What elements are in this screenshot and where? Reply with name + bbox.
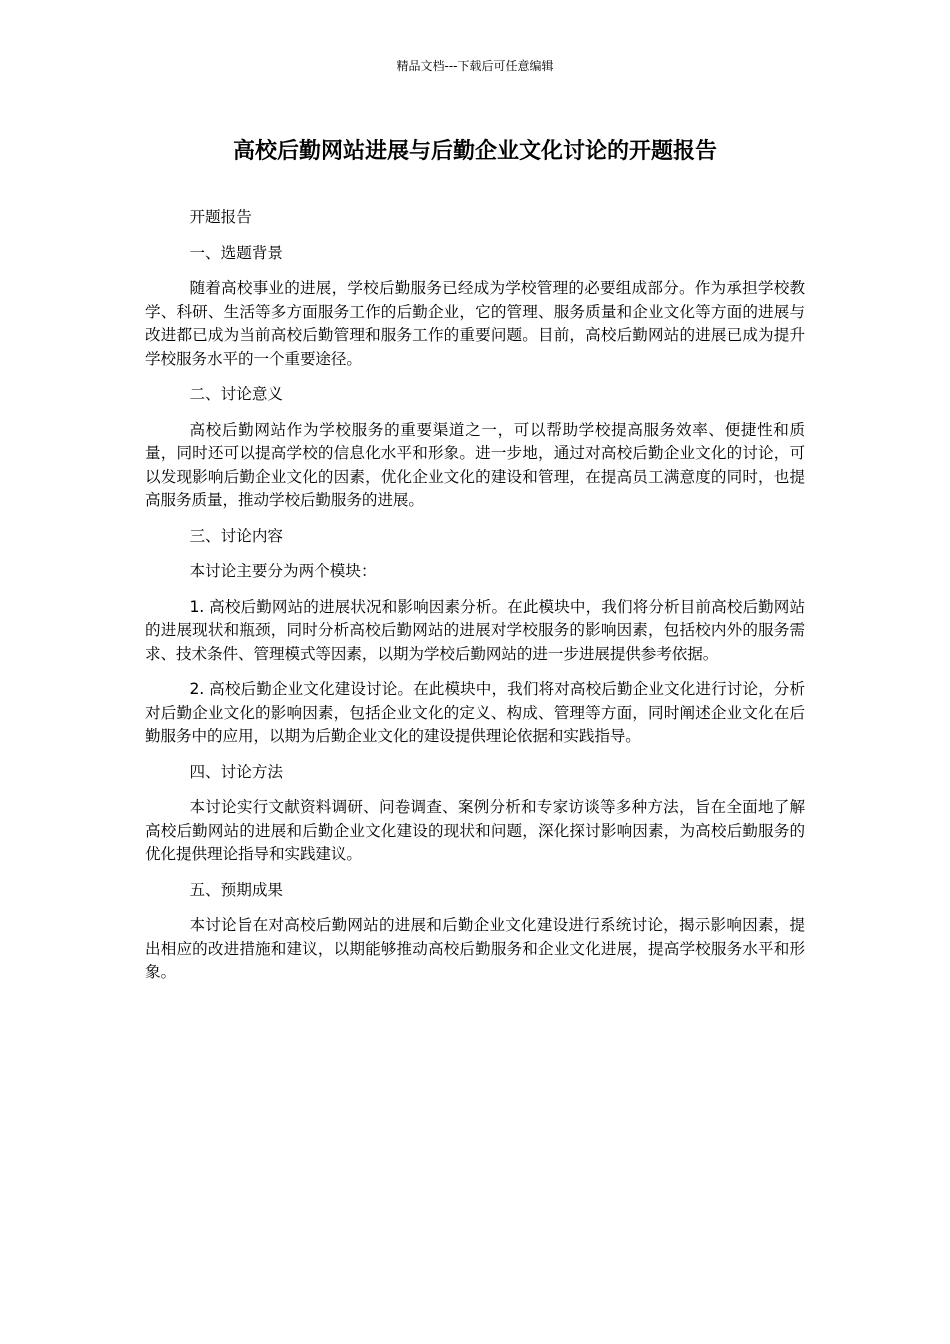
heading-methods: 四、讨论方法 [189, 762, 284, 781]
paragraph-methods: 本讨论实行文献资料调研、问卷调查、案例分析和专家访谈等多种方法，旨在全面地了解高校后勤网站的进展和后勤企业文化建设的现状和问题，深化探讨影响因素，为高校后勤服务的优化提供理论指导和实践建议。 [145, 798, 805, 863]
paragraph-expected-results: 本讨论旨在对高校后勤网站的进展和后勤企业文化建设进行系统讨论，揭示影响因素，提出相应的改进措施和建议，以期能够推动高校后勤服务和企业文化进展，提高学校服务水平和形象。 [145, 916, 805, 981]
paragraph-background: 随着高校事业的进展，学校后勤服务已经成为学校管理的必要组成部分。作为承担学校教学、科研、生活等多方面服务工作的后勤企业，它的管理、服务质量和企业文化等方面的进展与改进都已成为当前高校后勤管理和服务工作的重要问题。目前，高校后勤网站的进展已成为提升学校服务水平的一个重要途径。 [145, 279, 805, 368]
heading-report: 开题报告 [189, 208, 252, 226]
page-header-note: 精品文档---下载后可任意编辑 [396, 59, 554, 73]
content-intro: 本讨论主要分为两个模块： [189, 562, 377, 580]
paragraph-module-2: 2. 高校后勤企业文化建设讨论。在此模块中，我们将对高校后勤企业文化进行讨论，分析对后勤企业文化的影响因素，包括企业文化的定义、构成、管理等方面，同时阐述企业文化在后勤服务中的应用，以期为后勤企业文化的建设提供理论依据和实践指导。 [145, 680, 805, 745]
heading-significance: 二、讨论意义 [189, 385, 284, 403]
paragraph-module-1: 1. 高校后勤网站的进展状况和影响因素分析。在此模块中，我们将分析目前高校后勤网站的进展现状和瓶颈，同时分析高校后勤网站的进展对学校服务的影响因素，包括校内外的服务需求、技术条件、管理模式等因素，以期为学校后勤网站的进一步进展提供参考依据。 [145, 597, 805, 663]
paragraph-significance: 高校后勤网站作为学校服务的重要渠道之一，可以帮助学校提高服务效率、便捷性和质量，同时还可以提高学校的信息化水平和形象。进一步地，通过对高校后勤企业文化的讨论，可以发现影响后勤企业文化的因素，优化企业文化的建设和管理，在提高员工满意度的同时，也提高服务质量，推动学校后勤服务的进展。 [145, 420, 805, 509]
heading-background: 一、选题背景 [189, 243, 284, 262]
heading-expected-results: 五、预期成果 [189, 880, 284, 899]
document-body [145, 206, 805, 997]
heading-content: 三、讨论内容 [189, 526, 284, 545]
document-title: 高校后勤网站进展与后勤企业文化讨论的开题报告 [232, 139, 717, 164]
